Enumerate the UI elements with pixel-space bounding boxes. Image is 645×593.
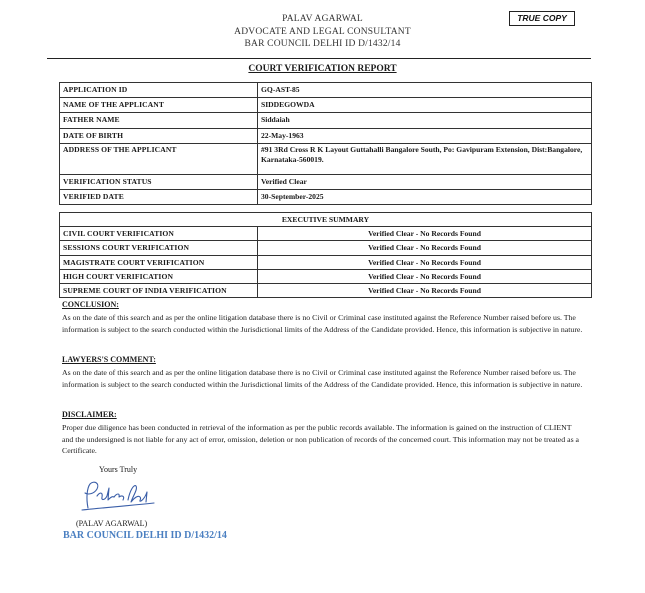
table-row	[60, 128, 592, 143]
closing-salutation: Yours Truly	[99, 465, 138, 474]
header-name: PALAV AGARWAL	[282, 14, 363, 24]
summary-result: Verified Clear - No Records Found	[258, 269, 592, 283]
details-table	[59, 82, 592, 205]
detail-value: 22-May-1963	[258, 128, 592, 143]
detail-value: 30-September-2025	[258, 189, 592, 204]
summary-heading: EXECUTIVE SUMMARY	[60, 213, 592, 227]
table-row	[60, 113, 592, 128]
detail-value: Siddaiah	[258, 113, 592, 128]
summary-label: SUPREME COURT OF INDIA VERIFICATION	[60, 283, 258, 297]
table-row	[60, 213, 592, 227]
table-row	[60, 241, 592, 255]
summary-label: HIGH COURT VERIFICATION	[60, 269, 258, 283]
header-bar-id: BAR COUNCIL DELHI ID D/1432/14	[244, 39, 401, 49]
disclaimer-text: Proper due diligence has been conducted in retrieval of the information as per the public records available. The information is gained on the instruction of CLIENT and the undersigned is not liable for any act of error, omission, deletion or non publication of records of the concerned court. This information may not be treated as a Certificate.	[62, 423, 580, 456]
table-row	[60, 98, 592, 113]
table-row	[60, 189, 592, 204]
detail-label: NAME OF THE APPLICANT	[60, 98, 258, 113]
detail-value: SIDDEGOWDA	[258, 98, 592, 113]
detail-label: ADDRESS OF THE APPLICANT	[60, 143, 258, 174]
disclaimer-heading: DISCLAIMER:	[62, 410, 117, 419]
header-designation: ADVOCATE AND LEGAL CONSULTANT	[234, 27, 411, 37]
detail-label: DATE OF BIRTH	[60, 128, 258, 143]
summary-result: Verified Clear - No Records Found	[258, 227, 592, 241]
table-row	[60, 174, 592, 189]
table-row	[60, 143, 592, 174]
executive-summary-table	[59, 212, 592, 298]
signature-image	[78, 478, 162, 516]
printed-name: (PALAV AGARWAL)	[76, 519, 148, 528]
summary-result: Verified Clear - No Records Found	[258, 283, 592, 297]
summary-result: Verified Clear - No Records Found	[258, 255, 592, 269]
summary-label: CIVIL COURT VERIFICATION	[60, 227, 258, 241]
detail-label: VERIFIED DATE	[60, 189, 258, 204]
lawyers-comment-heading: LAWYERS'S COMMENT:	[62, 355, 156, 364]
summary-label: MAGISTRATE COURT VERIFICATION	[60, 255, 258, 269]
detail-label: APPLICATION ID	[60, 83, 258, 98]
detail-value: GQ-AST-85	[258, 83, 592, 98]
table-row	[60, 83, 592, 98]
footer-bar-id: BAR COUNCIL DELHI ID D/1432/14	[63, 530, 227, 541]
header-divider	[47, 58, 591, 59]
conclusion-text: As on the date of this search and as per the online litigation database there is no Civil or Criminal case instituted against the Reference Number raised before us. The information is subject to the search conducted within the Jurisdictional limits of the Address of the Candidate provided. Hence, this information is subjective in nature.	[62, 313, 583, 334]
detail-label: FATHER NAME	[60, 113, 258, 128]
true-copy-stamp: TRUE COPY	[509, 11, 575, 26]
lawyers-comment-text: As on the date of this search and as per the online litigation database there is no Civil or Criminal case instituted against the Reference Number raised before us. The information is subject to the search conducted within the Jurisdictional limits of the Address of the Candidate provided. Hence, this information is subjective in nature.	[62, 368, 583, 389]
detail-label: VERIFICATION STATUS	[60, 174, 258, 189]
report-title: COURT VERIFICATION REPORT	[248, 64, 397, 74]
conclusion-heading: CONCLUSION:	[62, 300, 119, 309]
summary-result: Verified Clear - No Records Found	[258, 241, 592, 255]
summary-label: SESSIONS COURT VERIFICATION	[60, 241, 258, 255]
detail-value: #91 3Rd Cross R K Layout Guttahalli Bangalore South, Po: Gavipuram Extension, Dist:Bangalore, Karnataka-560019.	[258, 143, 592, 174]
table-row	[60, 227, 592, 241]
table-row	[60, 269, 592, 283]
table-row	[60, 255, 592, 269]
detail-value: Verified Clear	[258, 174, 592, 189]
table-row	[60, 283, 592, 297]
